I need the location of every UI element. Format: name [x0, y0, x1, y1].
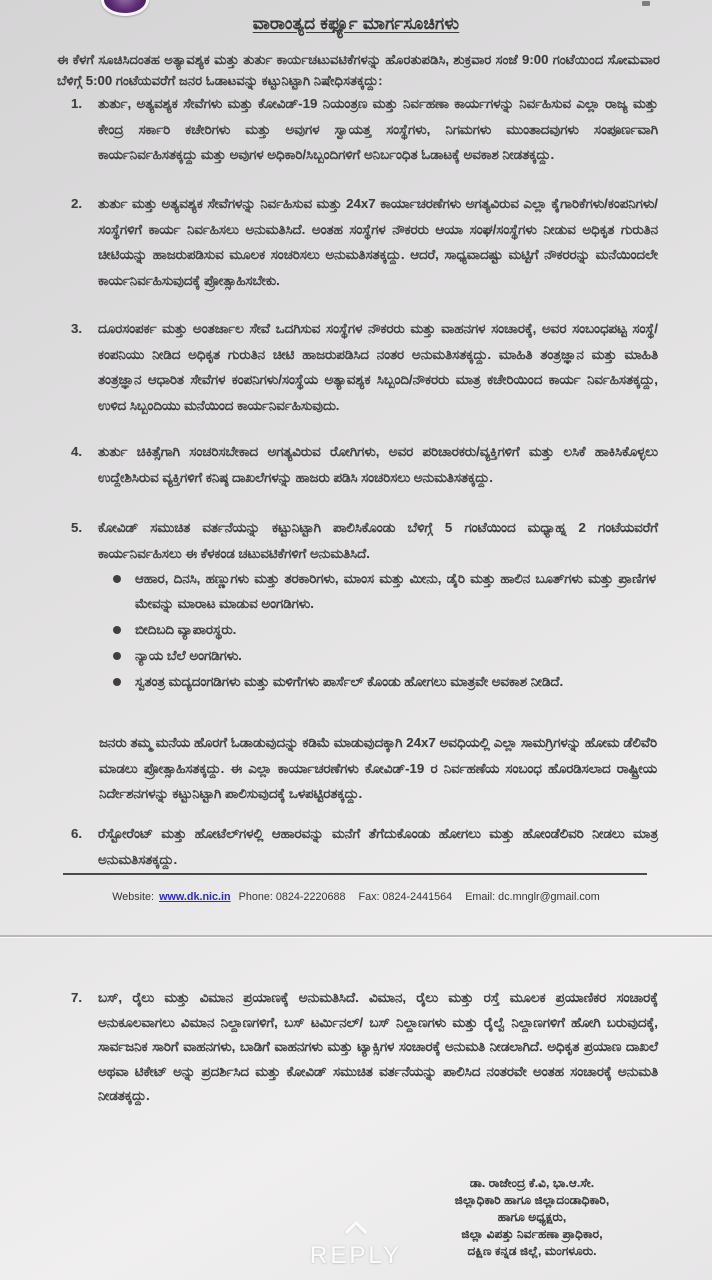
signatory-place: ದಕ್ಷಿಣ ಕನ್ನಡ ಜಿಲ್ಲೆ, ಮಂಗಳೂರು. [467, 1244, 597, 1258]
document-title: ವಾರಾಂತ್ಯದ ಕರ್ಫ್ಯೂ ಮಾರ್ಗಸೂಚಿಗಳು [252, 14, 460, 34]
fax-value: Fax: 0824-2441564 [358, 890, 453, 903]
item-text: ರೆಸ್ಟೋರೆಂಟ್ ಮತ್ತು ಹೋಟೆಲ್‌ಗಳಲ್ಲಿ ಆಹಾರವನ್ನು ಮನೆಗೆ ತೆಗೆದುಕೊಂಡು ಹೋಗಲು ಮತ್ತು ಹೋಂಡೆಲಿವರಿ ನೀಡಲು ಮಾತ್ರ ಅನುಮತಿಸತಕ್ಕದ್ದು. [98, 826, 658, 867]
intro-paragraph: ಈ ಕೆಳಗೆ ಸೂಚಿಸಿದಂತಹ ಅತ್ಯಾವಶ್ಯಕ ಮತ್ತು ತುರ್ತು ಕಾರ್ಯಚಟುವಟಿಕೆಗಳನ್ನು ಹೊರತುಪಡಿಸಿ, ಶುಕ್ರವಾರ ಸಂಜೆ 9:00 ಗಂಟೆಯಿಂದ ಸೋಮವಾರ ಬೆಳಿಗ್ಗೆ 5:00 ಗಂಟೆಯವರೆಗೆ ಜನರ ಓಡಾಟವನ್ನು ಕಟ್ಟುನಿಟ್ಟಾಗಿ ನಿಷೇಧಿಸತಕ್ಕದ್ದು: [57, 52, 660, 88]
list-item-4 [71, 439, 658, 490]
item-number: 4. [71, 444, 83, 459]
item-number: 1. [71, 96, 83, 111]
list-item-1 [71, 91, 658, 168]
chevron-up-icon[interactable] [345, 1221, 367, 1235]
signatory-title-2: ಹಾಗೂ ಅಧ್ಯಕ್ಷರು, [497, 1210, 567, 1224]
bullet-item [113, 566, 656, 616]
signatory-title-1: ಜಿಲ್ಲಾಧಿಕಾರಿ ಹಾಗೂ ಜಿಲ್ಲಾದಂಡಾಧಿಕಾರಿ, [454, 1193, 610, 1207]
list-item-6 [71, 821, 658, 872]
bullet-dot-icon [113, 575, 121, 583]
footer-rule [63, 873, 647, 875]
bullet-dot-icon [113, 652, 121, 660]
website-link: www.dk.nic.in [159, 890, 231, 903]
bullet-text: ನ್ಯಾಯ ಬೆಲೆ ಅಂಗಡಿಗಳು. [135, 648, 242, 663]
email-value: Email: dc.mnglr@gmail.com [465, 890, 600, 903]
home-delivery-note: ಜನರು ತಮ್ಮ ಮನೆಯ ಹೊರಗೆ ಓಡಾಡುವುದನ್ನು ಕಡಿಮೆ ಮಾಡುವುದಕ್ಕಾಗಿ 24x7 ಅವಧಿಯಲ್ಲಿ ಎಲ್ಲಾ ಸಾಮಗ್ರಿಗಳನ್ನು ಹೋಮ ಡೆಲಿವೆರಿ ಮಾಡಲು ಪ್ರೋತ್ಸಾಹಿಸತಕ್ಕದ್ದು. ಈ ಎಲ್ಲಾ ಕಾರ್ಯಾಚರಣೆಗಳು ಕೋವಿಡ್-19 ರ ನಿರ್ವಹಣೆಯ ಸಂಬಂಧ ಹೊರಡಿಸಲಾದ ರಾಷ್ಟ್ರೀಯ ನಿರ್ದೇಶನಗಳನ್ನು ಕಟ್ಟುನಿಟ್ಟಾಗಿ ಪಾಲಿಸುವುದಕ್ಕೆ ಒಳಪಟ್ಟಿರತಕ್ಕದ್ದು. [99, 735, 657, 802]
item-text: ದೂರಸಂಪರ್ಕ ಮತ್ತು ಅಂತರ್ಜಾಲ ಸೇವೆ ಒದಗಿಸುವ ಸಂಸ್ಥೆಗಳ ನೌಕರರು ಮತ್ತು ವಾಹನಗಳ ಸಂಚಾರಕ್ಕೆ, ಅವರ ಸಂಬಂಧಪಟ್ಟ ಸಂಸ್ಥೆ/ ಕಂಪನಿಯು ನೀಡಿದ ಅಧಿಕೃತ ಗುರುತಿನ ಚೀಟಿ ಹಾಜರುಪಡಿಸಿದ ನಂತರ ಅನುಮತಿಸತಕ್ಕದ್ದು. ಮಾಹಿತಿ ತಂತ್ರಜ್ಞಾನ ಮತ್ತು ಮಾಹಿತಿ ತಂತ್ರಜ್ಞಾನ ಆಧಾರಿತ ಸೇವೆಗಳ ಕಂಪನಿಗಳು/ಸಂಸ್ಥೆಯ ಅತ್ಯಾವಶ್ಯಕ ಸಿಬ್ಬಂದಿ/ನೌಕರರು ಮಾತ್ರ ಕಚೇರಿಯಿಂದ ಕಾರ್ಯ ನಿರ್ವಹಿಸತಕ್ಕದ್ದು, ಉಳಿದ ಸಿಬ್ಬಂದಿಯು ಮನೆಯಿಂದ ಕಾರ್ಯನಿರ್ವಹಿಸುವುದು. [98, 321, 658, 413]
item-number: 3. [71, 321, 83, 336]
phone-value: Phone: 0824-2220688 [238, 890, 346, 903]
item-text: ತುರ್ತು ಮತ್ತು ಅತ್ಯವಶ್ಯಕ ಸೇವೆಗಳನ್ನು ನಿರ್ವಹಿಸುವ ಮತ್ತು 24x7 ಕಾರ್ಯಾಚರಣೆಗಳು ಅಗತ್ಯವಿರುವ ಎಲ್ಲಾ ಕೈಗಾರಿಕೆಗಳು/ಕಂಪನಿಗಳು/ಸಂಸ್ಥೆಗಳಿಗೆ ಕಾರ್ಯ ನಿರ್ವಹಿಸಲು ಅನುಮತಿಸಿದೆ. ಅಂತಹ ಸಂಸ್ಥೆಗಳ ನೌಕರರು ಆಯಾ ಸಂಘ/ಸಂಸ್ಥೆಗಳು ನೀಡುವ ಅಧಿಕೃತ ಗುರುತಿನ ಚೀಟಿಯನ್ನು ಹಾಜರುಪಡಿಸುವ ಮೂಲಕ ಸಂಚರಿಸಲು ಅನುಮತಿಸತಕ್ಕದ್ದು. ಆದರೆ, ಸಾಧ್ಯವಾದಷ್ಟು ಮಟ್ಟಿಗೆ ನೌಕರರನ್ನು ಮನೆಯಿಂದಲೇ ಕಾರ್ಯನಿರ್ವಹಿಸುವುದಕ್ಕೆ ಪ್ರೋತ್ಸಾಹಿಸಬೇಕು. [98, 196, 658, 288]
item-number: 2. [71, 196, 83, 211]
bullet-item [113, 617, 656, 642]
bullet-dot-icon [113, 626, 121, 634]
reply-button[interactable]: REPLY [310, 1242, 402, 1269]
bullet-text: ಆಹಾರ, ದಿನಸಿ, ಹಣ್ಣುಗಳು ಮತ್ತು ತರಕಾರಿಗಳು, ಮಾಂಸ ಮತ್ತು ಮೀನು, ಡೈರಿ ಮತ್ತು ಹಾಲಿನ ಬೂತ್‌ಗಳು ಮತ್ತು ಪ್ರಾಣಿಗಳ ಮೇವನ್ನು ಮಾರಾಟ ಮಾಡುವ ಅಂಗಡಿಗಳು. [135, 571, 656, 611]
bullet-list [113, 566, 656, 695]
website-label: Website: [112, 890, 155, 903]
item-text: ಕೋವಿಡ್ ಸಮುಚಿತ ವರ್ತನೆಯನ್ನು ಕಟ್ಟುನಿಟ್ಟಾಗಿ ಪಾಲಿಸಿಕೊಂಡು ಬೆಳಿಗ್ಗೆ 5 ಗಂಟೆಯಿಂದ ಮಧ್ಯಾಹ್ನ 2 ಗಂಟೆಯವರೆಗೆ ಕಾರ್ಯನಿರ್ವಹಿಸಲು ಈ ಕೆಳಕಂಡ ಚಟುವಟಿಕೆಗಳಿಗೆ ಅನುಮತಿಸಿದೆ. [98, 520, 658, 561]
bullet-item [113, 643, 656, 668]
list-item-7 [71, 986, 658, 1109]
signatory-name: ಡಾ. ರಾಜೇಂದ್ರ ಕೆ.ವಿ, ಭಾ.ಆ.ಸೇ. [469, 1176, 595, 1190]
list-item-3 [71, 316, 658, 418]
bullet-dot-icon [113, 678, 121, 686]
page-break-line [0, 935, 712, 937]
list-item-5 [71, 515, 658, 566]
item-text: ತುರ್ತು, ಅತ್ಯವಶ್ಯಕ ಸೇವೆಗಳು ಮತ್ತು ಕೋವಿಡ್-19 ನಿಯಂತ್ರಣ ಮತ್ತು ನಿರ್ವಹಣಾ ಕಾರ್ಯಗಳನ್ನು ನಿರ್ವಹಿಸುವ ಎಲ್ಲಾ ರಾಜ್ಯ ಮತ್ತು ಕೇಂದ್ರ ಸರ್ಕಾರಿ ಕಚೇರಿಗಳು ಮತ್ತು ಅವುಗಳ ಸ್ವಾಯತ್ತ ಸಂಸ್ಥೆಗಳು, ನಿಗಮಗಳು ಮುಂತಾದವುಗಳು ಸಂಪೂರ್ಣವಾಗಿ ಕಾರ್ಯನಿರ್ವಹಿಸತಕ್ಕದ್ದು ಮತ್ತು ಅವುಗಳ ಅಧಿಕಾರಿ/ಸಿಬ್ಬಂದಿಗಳಿಗೆ ಅನಿರ್ಬಂಧಿತ ಓಡಾಟಕ್ಕೆ ಅವಕಾಶ ನೀಡತಕ್ಕದ್ದು. [98, 96, 658, 162]
item-text: ಬಸ್, ರೈಲು ಮತ್ತು ವಿಮಾನ ಪ್ರಯಾಣಕ್ಕೆ ಅನುಮತಿಸಿದೆ. ವಿಮಾನ, ರೈಲು ಮತ್ತು ರಸ್ತೆ ಮೂಲಕ ಪ್ರಯಾಣಿಕರ ಸಂಚಾರಕ್ಕೆ ಅನುಕೂಲವಾಗಲು ವಿಮಾನ ನಿಲ್ದಾಣಗಳಿಗೆ, ಬಸ್ ಟರ್ಮಿನಲ್/ ಬಸ್ ನಿಲ್ದಾಣಗಳು ಮತ್ತು ರೈಲ್ವೆ ನಿಲ್ದಾಣಗಳಿಗೆ ಹೋಗಿ ಬರುವುದಕ್ಕೆ, ಸಾರ್ವಜನಿಕ ಸಾರಿಗೆ ವಾಹನಗಳು, ಬಾಡಿಗೆ ವಾಹನಗಳು ಮತ್ತು ಟ್ಯಾಕ್ಸಿಗಳ ಸಂಚಾರಕ್ಕೆ ಅನುಮತಿ ನೀಡಲಾಗಿದೆ. ಅಧಿಕೃತ ಪ್ರಯಾಣ ದಾಖಲೆ ಅಥವಾ ಟಿಕೇಟ್ ಅನ್ನು ಪ್ರದರ್ಶಿಸಿದ ಮತ್ತು ಕೋವಿಡ್ ಸಮುಚಿತ ವರ್ತನೆಯನ್ನು ಪಾಲಿಸಿದ ನಂತರವೇ ಅಂತಹ ಸಂಚಾರಕ್ಕೆ ಅನುಮತಿ ನೀಡತಕ್ಕದ್ದು. [98, 990, 658, 1103]
signatory-title-3: ಜಿಲ್ಲಾ ವಿಪತ್ತು ನಿರ್ವಹಣಾ ಪ್ರಾಧಿಕಾರ, [461, 1227, 603, 1241]
item-text: ತುರ್ತು ಚಿಕಿತ್ಸೆಗಾಗಿ ಸಂಚರಿಸಬೇಕಾದ ಅಗತ್ಯವಿರುವ ರೋಗಿಗಳು, ಅವರ ಪರಿಚಾರಕರು/ವ್ಯಕ್ತಿಗಳಿಗೆ ಮತ್ತು ಲಸಿಕೆ ಹಾಕಿಸಿಕೊಳ್ಳಲು ಉದ್ದೇಶಿಸಿರುವ ವ್ಯಕ್ತಿಗಳಿಗೆ ಕನಿಷ್ಠ ದಾಖಲೆಗಳನ್ನು ಹಾಜರು ಪಡಿಸಿ ಸಂಚರಿಸಲು ಅನುಮತಿಸತಕ್ಕದ್ದು. [98, 444, 658, 485]
item-number: 5. [71, 520, 83, 535]
bullet-text: ಬೀದಿಬದಿ ವ್ಯಾಪಾರಸ್ಥರು. [135, 622, 237, 637]
contact-bar [0, 891, 712, 903]
bullet-text: ಸ್ವತಂತ್ರ ಮದ್ಯದಂಗಡಿಗಳು ಮತ್ತು ಮಳಿಗೆಗಳು ಪಾರ್ಸೆಲ್ ಕೊಂಡು ಹೋಗಲು ಮಾತ್ರವೇ ಅವಕಾಶ ನೀಡಿದೆ. [135, 674, 564, 689]
item-number: 6. [71, 826, 83, 841]
item-number: 7. [71, 990, 83, 1005]
bullet-item [113, 669, 656, 694]
scan-smudge [642, 1, 650, 6]
list-item-2 [71, 191, 658, 293]
